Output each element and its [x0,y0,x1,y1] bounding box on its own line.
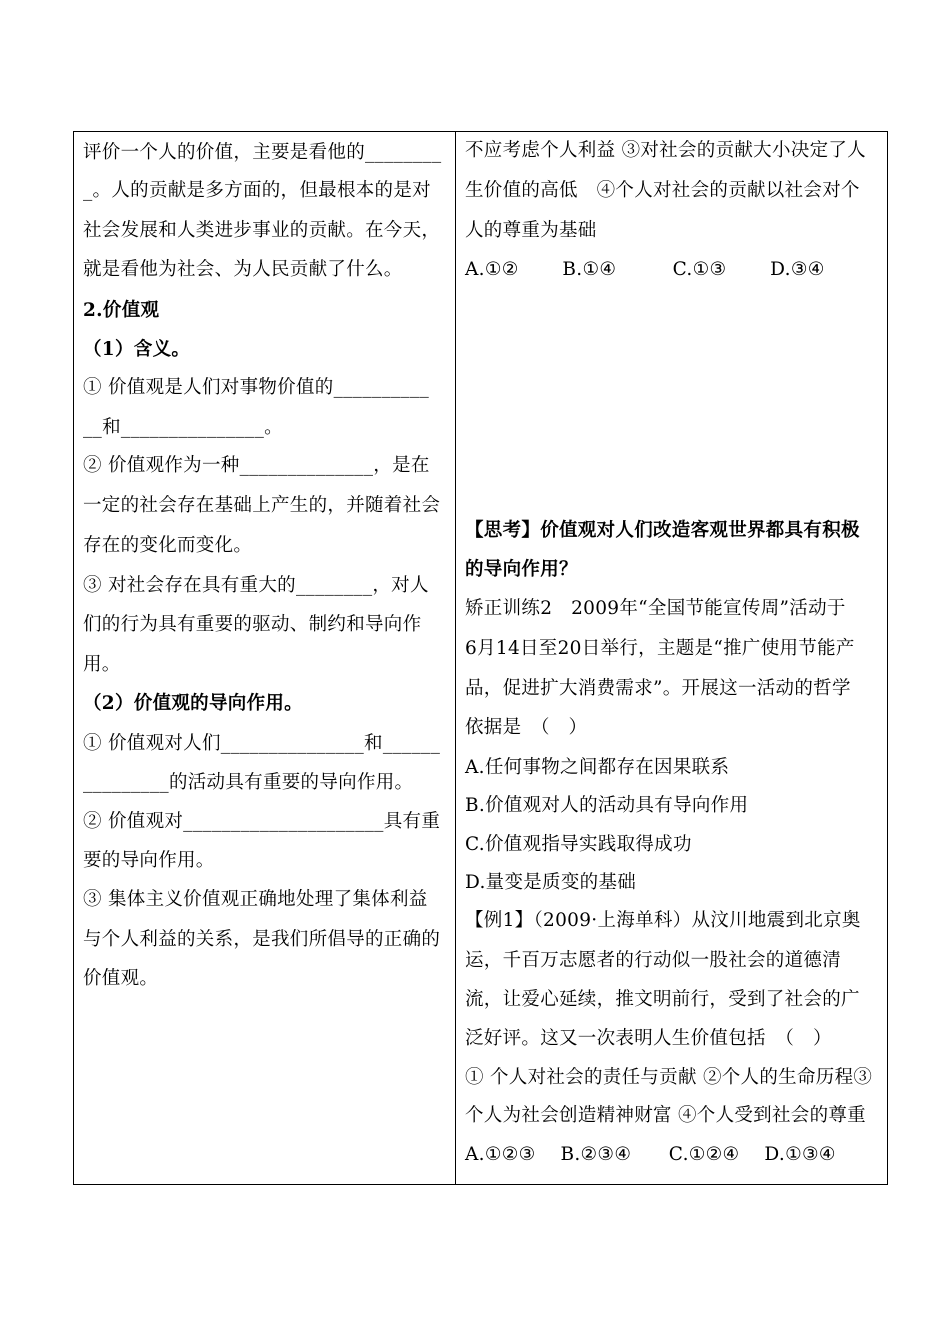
text-line: 用。 [83,654,121,675]
text-line: ③ 集体主义价值观正确地处理了集体利益 [83,889,428,910]
text-line: ③ 对社会存在具有重大的________，对人 [83,575,429,596]
column-divider [455,131,456,1185]
answer-options: A.①②③ B.②③④ C.①②④ D.①③④ [465,1144,836,1165]
text-line: 评价一个人的价值，主要是看他的________ [83,142,442,163]
text-line: __和_______________。 [83,417,283,438]
text-line: 6月14日至20日举行，主题是“推广使用节能产 [465,638,855,659]
text-line: 存在的变化而变化。 [83,535,253,556]
subsection-heading: （2）价值观的导向作用。 [83,693,303,714]
text-line: 要的导向作用。 [83,850,215,871]
text-line: ② 价值观作为一种______________，是在 [83,455,430,476]
text-line: 泛好评。这又一次表明人生价值包括 （ ） [465,1028,832,1049]
think-prompt: 的导向作用？ [465,559,578,580]
text-line: ① 个人对社会的责任与贡献 ②个人的生命历程③ [465,1067,873,1088]
text-line: 们的行为具有重要的驱动、制约和导向作 [83,614,422,635]
text-line: 运，千百万志愿者的行动似一股社会的道德清 [465,950,842,971]
text-line: ① 价值观对人们_______________和______ [83,733,441,754]
subsection-heading: （1）含义。 [83,339,191,360]
text-line: 人的尊重为基础 [465,220,597,241]
text-line: 品，促进扩大消费需求”。开展这一活动的哲学 [465,678,851,699]
text-line: 依据是 （ ） [465,717,588,738]
option-d: D.量变是质变的基础 [465,872,637,893]
option-a: A.任何事物之间都存在因果联系 [465,757,730,778]
answer-options: A.①② B.①④ C.①③ D.③④ [465,259,825,280]
text-line: _________的活动具有重要的导向作用。 [83,772,414,793]
text-line: 与个人利益的关系，是我们所倡导的正确的 [83,929,441,950]
option-c: C.价值观指导实践取得成功 [465,834,692,855]
section-heading: 2.价值观 [83,300,160,321]
example-title: 【例1】（2009·上海单科）从汶川地震到北京奥 [465,910,861,931]
text-line: 生价值的高低 ④个人对社会的贡献以社会对个 [465,180,860,201]
text-line: ② 价值观对_____________________具有重 [83,811,441,832]
text-line: _。人的贡献是多方面的，但最根本的是对 [83,180,431,201]
text-line: 流，让爱心延续，推文明前行，受到了社会的广 [465,989,860,1010]
think-prompt: 【思考】价值观对人们改造客观世界都具有积极 [465,520,860,541]
text-line: 个人为社会创造精神财富 ④个人受到社会的尊重 [465,1105,866,1126]
text-line: 就是看他为社会、为人民贡献了什么。 [83,259,403,280]
text-line: 一定的社会存在基础上产生的，并随着社会 [83,495,441,516]
text-line: ① 价值观是人们对事物价值的__________ [83,377,430,398]
text-line: 不应考虑个人利益 ③对社会的贡献大小决定了人 [465,140,866,161]
exercise-title: 矫正训练2 2009年“全国节能宣传周”活动于 [465,598,846,619]
text-line: 社会发展和人类进步事业的贡献。在今天， [83,220,441,241]
text-line: 价值观。 [83,968,159,989]
option-b: B.价值观对人的活动具有导向作用 [465,795,749,816]
